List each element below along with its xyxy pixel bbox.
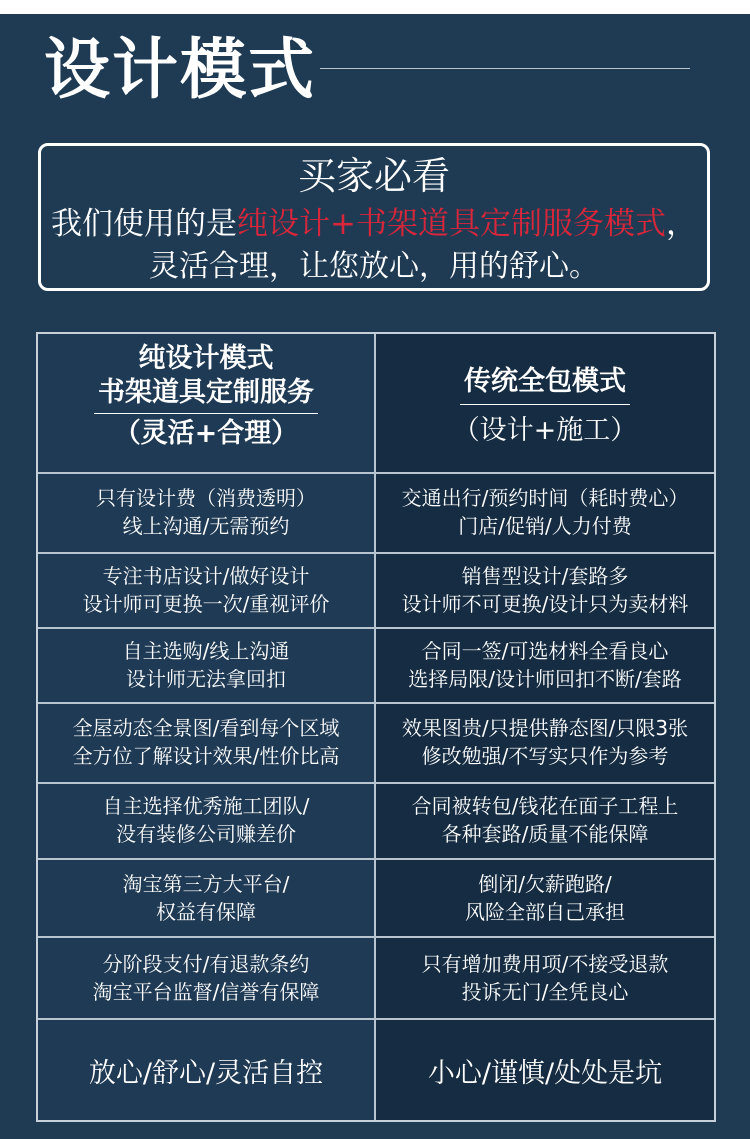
summary-right: 小心/谨慎/处处是坑 [427,1058,663,1089]
page-title: 设计模式 [44,31,316,108]
row-divider [38,702,714,704]
table-row-4-right: 效果图贵/只提供静态图/只限3张 修改勉强/不写实只作为参考 [401,716,689,768]
row-divider [38,936,714,938]
table-row-5-left: 自主选择优秀施工团队/ 没有装修公司赚差价 [102,794,310,846]
comparison-table [36,332,716,1122]
left-header-line-3: （灵活+合理） [113,418,299,449]
summary-left: 放心/舒心/灵活自控 [88,1058,324,1089]
table-row-2-left: 专注书店设计/做好设计 设计师可更换一次/重视评价 [82,564,330,616]
row-divider [38,627,714,629]
table-row-7-right: 只有增加费用项/不接受退款 投诉无门/全凭良心 [421,952,669,1004]
row-divider [38,858,714,860]
right-header-line-1: 传统全包模式 [460,364,630,405]
table-row-1-right: 交通出行/预约时间（耗时费心） 门店/促销/人力付费 [401,486,689,538]
notice-line-1-prefix: 我们使用的是 [51,206,237,242]
buyer-notice-box [38,143,710,291]
notice-line-1-suffix: ， [665,206,697,242]
top-strip [0,0,750,14]
table-row-2-right: 销售型设计/套路多 设计师不可更换/设计只为卖材料 [401,564,689,616]
table-row-6-left: 淘宝第三方大平台/ 权益有保障 [122,872,290,924]
table-row-3-right: 合同一签/可选材料全看良心 选择局限/设计师回扣不断/套路 [408,639,682,691]
notice-line-1 [41,202,707,246]
table-row-5-right: 合同被转包/钱花在面子工程上 各种套路/质量不能保障 [411,794,679,846]
table-row-3-left: 自主选购/线上沟通 设计师无法拿回扣 [122,639,290,691]
row-divider [38,552,714,554]
notice-line-2: 灵活合理，让您放心，用的舒心。 [149,249,599,284]
row-divider [38,472,714,474]
left-header-line-1: 纯设计模式 [138,343,274,374]
table-row-1-left: 只有设计费（消费透明） 线上沟通/无需预约 [96,486,316,538]
table-row-6-right: 倒闭/欠薪跑路/ 风险全部自己承担 [465,872,625,924]
right-column-header [376,364,714,451]
row-divider [38,1018,714,1020]
table-row-7-left: 分阶段支付/有退款条约 淘宝平台监督/信誉有保障 [92,952,320,1004]
row-divider [38,782,714,784]
notice-highlight: 纯设计+书架道具定制服务模式 [237,206,666,242]
left-column-header [38,342,374,452]
left-header-line-2: 书架道具定制服务 [94,376,318,414]
right-header-line-2: （设计+施工） [452,415,638,446]
table-row-4-left: 全屋动态全景图/看到每个区域 全方位了解设计效果/性价比高 [72,716,340,768]
title-divider [320,68,690,69]
notice-heading: 买家必看 [297,154,450,198]
